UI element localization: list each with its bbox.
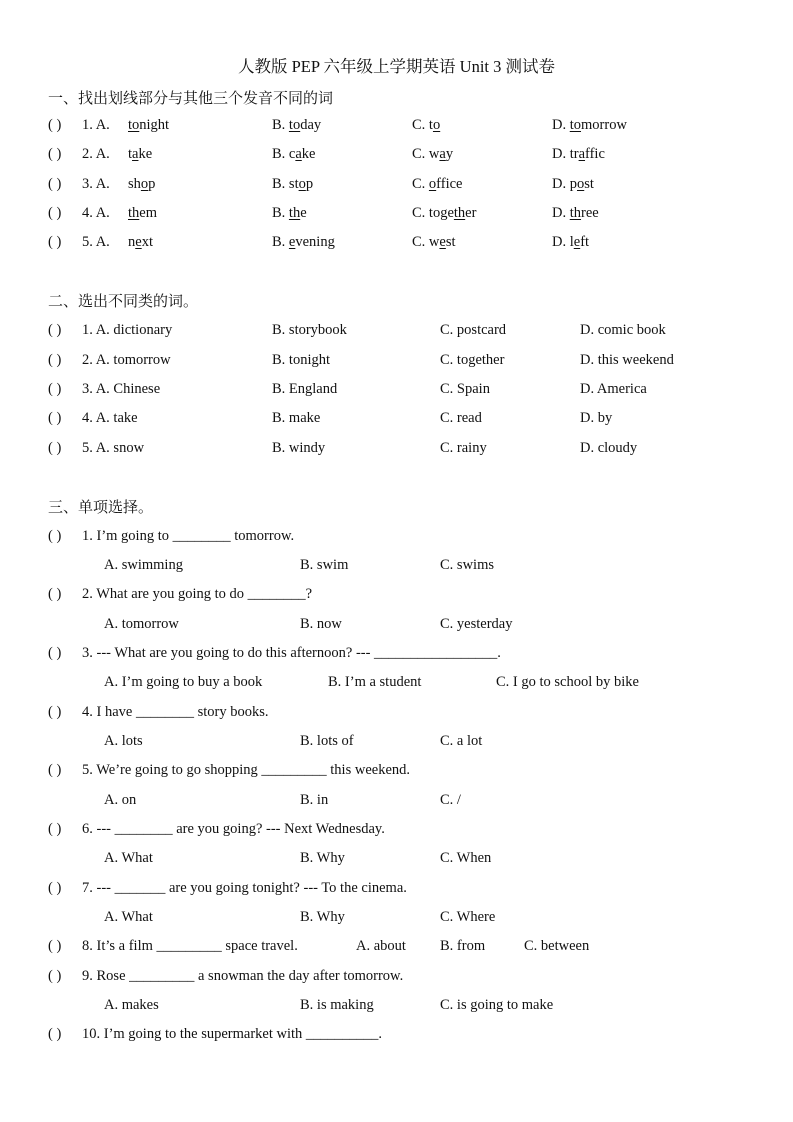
option-c: C. is going to make xyxy=(440,997,554,1013)
option-b: B. cake xyxy=(272,146,316,162)
question-stem: 9. Rose _________ a snowman the day after tomorrow. xyxy=(82,968,404,984)
option-b: B. today xyxy=(272,117,322,133)
option-b: B. stop xyxy=(272,176,314,192)
option-a: A. makes xyxy=(104,997,159,1013)
option-b: B. now xyxy=(300,616,342,632)
question-number: 1. A. xyxy=(82,117,110,133)
page-title: 人教版 PEP 六年级上学期英语 Unit 3 测试卷 xyxy=(237,57,556,76)
option-c: C. read xyxy=(440,410,482,426)
option-c: C. / xyxy=(440,792,461,808)
option-a: A. lots xyxy=(104,733,143,749)
option-a: A. about xyxy=(356,938,406,954)
answer-blank[interactable]: ( ) xyxy=(48,410,62,426)
option-d: D. comic book xyxy=(580,322,666,338)
option-c: C. to xyxy=(412,117,441,133)
option-c: C. office xyxy=(412,176,463,192)
section3-heading: 三、单项选择。 xyxy=(48,500,154,516)
option-a: tonight xyxy=(128,117,170,133)
option-a: A. I’m going to buy a book xyxy=(104,674,263,690)
option-b: B. England xyxy=(272,381,338,397)
option-b: B. I’m a student xyxy=(328,674,422,690)
option-b: B. Why xyxy=(300,909,345,925)
option-d: D. three xyxy=(552,205,599,221)
option-a: shop xyxy=(128,176,156,192)
option-c: C. a lot xyxy=(440,733,483,749)
question-stem: 3. --- What are you going to do this afternoon? --- _________________. xyxy=(82,645,501,661)
answer-blank[interactable]: ( ) xyxy=(48,762,62,778)
section1-heading: 一、找出划线部分与其他三个发音不同的词 xyxy=(48,91,334,107)
option-a: next xyxy=(128,234,153,250)
option-c: C. way xyxy=(412,146,454,162)
option-b: B. is making xyxy=(300,997,374,1013)
option-a: A. What xyxy=(104,909,153,925)
option-c: C. Where xyxy=(440,909,496,925)
option-b: B. from xyxy=(440,938,486,954)
option-c: C. I go to school by bike xyxy=(496,674,639,690)
option-b: B. windy xyxy=(272,440,326,456)
option-b: B. Why xyxy=(300,850,345,866)
question-stem: 1. I’m going to ________ tomorrow. xyxy=(82,528,295,544)
option-d: D. this weekend xyxy=(580,352,674,368)
option-a: A. swimming xyxy=(104,557,183,573)
option-a: A. tomorrow xyxy=(104,616,179,632)
question-option-a: 3. A. Chinese xyxy=(82,381,161,397)
option-d: D. left xyxy=(552,234,590,250)
question-option-a: 1. A. dictionary xyxy=(82,322,173,338)
answer-blank[interactable]: ( ) xyxy=(48,704,62,720)
option-d: D. cloudy xyxy=(580,440,638,456)
option-c: C. between xyxy=(524,938,590,954)
question-option-a: 5. A. snow xyxy=(82,440,145,456)
option-a: A. What xyxy=(104,850,153,866)
option-b: B. in xyxy=(300,792,329,808)
answer-blank[interactable]: ( ) xyxy=(48,146,62,162)
question-option-a: 2. A. tomorrow xyxy=(82,352,171,368)
answer-blank[interactable]: ( ) xyxy=(48,234,62,250)
option-a: them xyxy=(128,205,157,221)
option-d: D. tomorrow xyxy=(552,117,627,133)
answer-blank[interactable]: ( ) xyxy=(48,117,62,133)
answer-blank[interactable]: ( ) xyxy=(48,645,62,661)
section2-heading: 二、选出不同类的词。 xyxy=(48,294,199,310)
option-b: B. make xyxy=(272,410,321,426)
answer-blank[interactable]: ( ) xyxy=(48,1026,62,1042)
question-number: 5. A. xyxy=(82,234,110,250)
option-a: take xyxy=(128,146,153,162)
answer-blank[interactable]: ( ) xyxy=(48,381,62,397)
option-b: B. the xyxy=(272,205,307,221)
option-c: C. Spain xyxy=(440,381,490,397)
answer-blank[interactable]: ( ) xyxy=(48,205,62,221)
answer-blank[interactable]: ( ) xyxy=(48,176,62,192)
option-b: B. lots of xyxy=(300,733,354,749)
question-stem: 7. --- _______ are you going tonight? --- To the cinema. xyxy=(82,880,407,896)
option-d: D. post xyxy=(552,176,594,192)
question-number: 4. A. xyxy=(82,205,110,221)
option-d: D. America xyxy=(580,381,647,397)
option-c: C. swims xyxy=(440,557,494,573)
option-b: B. tonight xyxy=(272,352,331,368)
answer-blank[interactable]: ( ) xyxy=(48,880,62,896)
answer-blank[interactable]: ( ) xyxy=(48,938,62,954)
answer-blank[interactable]: ( ) xyxy=(48,586,62,602)
option-c: C. postcard xyxy=(440,322,507,338)
option-d: D. traffic xyxy=(552,146,605,162)
option-b: B. evening xyxy=(272,234,335,250)
question-stem: 2. What are you going to do ________? xyxy=(82,586,313,602)
option-b: B. storybook xyxy=(272,322,347,338)
answer-blank[interactable]: ( ) xyxy=(48,322,62,338)
answer-blank[interactable]: ( ) xyxy=(48,528,62,544)
question-stem: 6. --- ________ are you going? --- Next Wednesday. xyxy=(82,821,385,837)
answer-blank[interactable]: ( ) xyxy=(48,968,62,984)
option-c: C. When xyxy=(440,850,492,866)
question-stem: 4. I have ________ story books. xyxy=(82,704,269,720)
option-c: C. together xyxy=(440,352,505,368)
option-c: C. yesterday xyxy=(440,616,513,632)
option-c: C. west xyxy=(412,234,456,250)
answer-blank[interactable]: ( ) xyxy=(48,821,62,837)
option-c: C. rainy xyxy=(440,440,487,456)
option-c: C. together xyxy=(412,205,477,221)
question-stem: 10. I’m going to the supermarket with __________. xyxy=(82,1026,383,1042)
option-b: B. swim xyxy=(300,557,349,573)
question-number: 2. A. xyxy=(82,146,110,162)
question-stem: 8. It’s a film _________ space travel. xyxy=(82,938,298,954)
option-d: D. by xyxy=(580,410,613,426)
question-option-a: 4. A. take xyxy=(82,410,138,426)
question-stem: 5. We’re going to go shopping _________ this weekend. xyxy=(82,762,410,778)
question-number: 3. A. xyxy=(82,176,110,192)
option-a: A. on xyxy=(104,792,137,808)
answer-blank[interactable]: ( ) xyxy=(48,440,62,456)
answer-blank[interactable]: ( ) xyxy=(48,352,62,368)
